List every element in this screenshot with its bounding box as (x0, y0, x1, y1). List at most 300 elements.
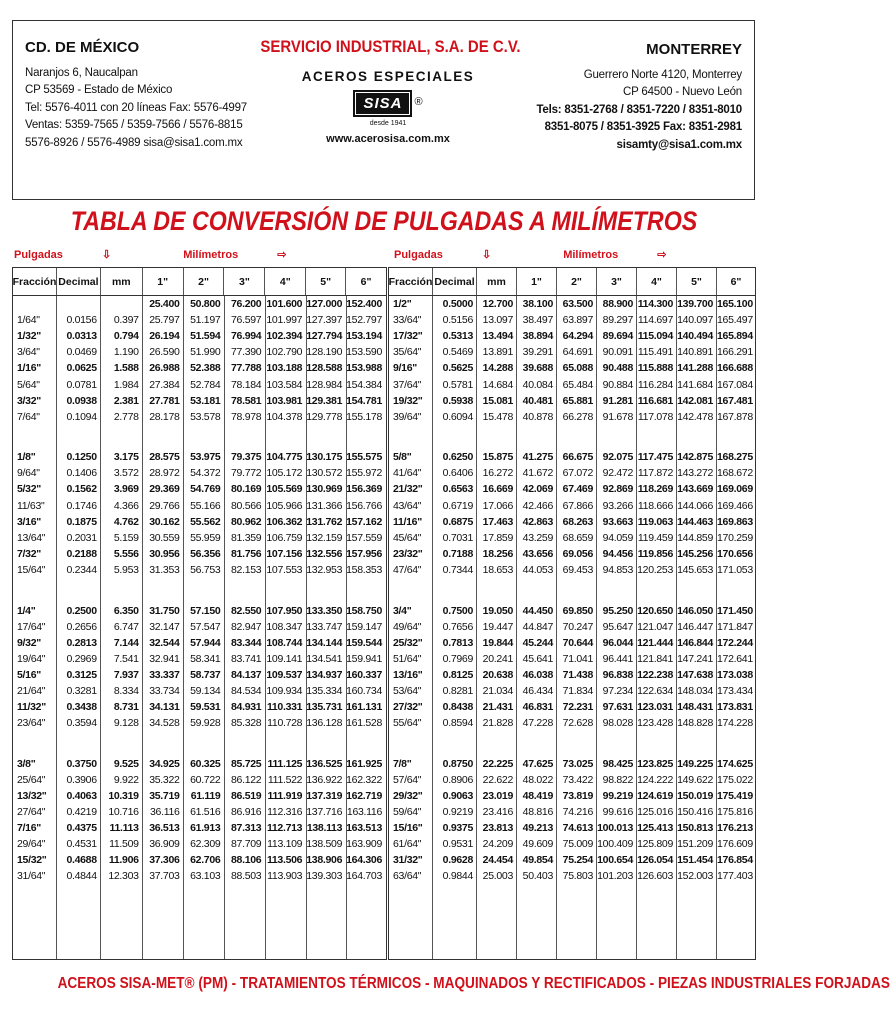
mm-cell: 121.841 (637, 652, 673, 665)
mm-cell: 70.247 (562, 620, 593, 633)
column-header: Fracción (13, 268, 57, 295)
column-header: Fracción (389, 268, 433, 295)
mm-cell: 159.544 (346, 636, 382, 649)
mm-cell: 173.831 (717, 701, 753, 714)
mm-cell: 147.638 (677, 668, 713, 681)
sisa-logo (243, 90, 533, 117)
mm-cell: 136.128 (306, 717, 343, 730)
mm-cell: 9.922 (113, 773, 139, 786)
mm-cell: 152.797 (346, 314, 382, 327)
mm-cell: 55.959 (190, 531, 221, 544)
mm-cell: 123.428 (637, 717, 673, 730)
mexico-line: Naranjos 6, Naucalpan (25, 66, 138, 79)
mm-cell: 52.784 (190, 378, 221, 391)
mm-cell: 15.081 (482, 394, 513, 407)
mm-cell: 61.913 (190, 822, 221, 835)
mm-cell: 75.254 (562, 854, 593, 867)
mm-cell: 28.972 (149, 467, 180, 480)
mm-cell: 6.350 (113, 604, 139, 617)
fraction-cell: 31/64" (17, 870, 46, 883)
decimal-cell: 0.7344 (442, 563, 473, 576)
mm-cell: 30.559 (149, 531, 180, 544)
mm-cell: 86.519 (231, 789, 262, 802)
decimal-cell: 0.7500 (442, 604, 473, 617)
legend-left (14, 248, 358, 261)
mm-cell: 16.669 (482, 483, 513, 496)
mm-cell: 46.831 (522, 701, 553, 714)
mm-cell: 70.644 (562, 636, 593, 649)
column-header: 4" (637, 268, 677, 295)
mm-cell: 152.003 (677, 870, 713, 883)
column-divider (516, 296, 517, 959)
mm-cell: 19.447 (482, 620, 513, 633)
header-box (12, 20, 755, 200)
fraction-cell: 27/32" (393, 701, 423, 714)
mm-cell: 156.369 (346, 483, 382, 496)
mm-cell: 155.972 (346, 467, 382, 480)
mm-cell: 115.491 (637, 346, 673, 359)
decimal-cell: 0.2031 (66, 531, 97, 544)
mm-cell: 44.450 (522, 604, 553, 617)
mm-cell: 38.894 (522, 330, 553, 343)
table-row (13, 328, 386, 344)
mm-cell: 131.762 (306, 515, 343, 528)
mm-cell: 176.213 (717, 822, 753, 835)
mm-cell: 160.734 (346, 685, 382, 698)
decimal-cell: 0.7656 (442, 620, 473, 633)
mm-cell: 18.653 (482, 563, 513, 576)
mm-cell: 101.600 (266, 298, 303, 311)
mm-cell: 29.766 (149, 499, 180, 512)
mm-cell: 45.641 (522, 652, 553, 665)
mm-cell: 131.366 (306, 499, 343, 512)
mm-cell: 59.928 (190, 717, 221, 730)
mm-cell: 9.525 (113, 757, 139, 770)
decimal-cell: 0.2969 (66, 652, 97, 665)
mm-cell: 93.663 (602, 515, 633, 528)
mm-cell: 162.719 (346, 789, 382, 802)
column-divider (306, 296, 307, 959)
mm-cell: 48.419 (522, 789, 553, 802)
decimal-cell: 0.6094 (442, 410, 473, 423)
mm-cell: 169.466 (717, 499, 753, 512)
mm-cell: 64.294 (562, 330, 593, 343)
mm-cell: 40.084 (522, 378, 553, 391)
mm-cell: 83.344 (231, 636, 262, 649)
mm-cell: 117.872 (637, 467, 673, 480)
table-row (13, 409, 386, 425)
website-text: www.acerosisa.com.mx (326, 133, 450, 145)
mm-cell: 121.444 (637, 636, 673, 649)
monterrey-city-title: MONTERREY (646, 41, 742, 58)
fraction-cell: 15/16" (393, 822, 423, 835)
mm-cell: 134.144 (306, 636, 343, 649)
mm-cell: 99.616 (602, 806, 633, 819)
mm-cell: 138.113 (306, 822, 343, 835)
mm-cell: 50.403 (522, 870, 553, 883)
mm-cell: 142.478 (677, 410, 713, 423)
mm-cell: 105.569 (266, 483, 303, 496)
fraction-cell: 9/16" (393, 362, 417, 375)
mm-cell: 170.656 (717, 547, 753, 560)
table-row (389, 449, 755, 465)
mm-cell: 160.337 (346, 668, 382, 681)
mm-cell: 108.744 (266, 636, 303, 649)
fraction-cell: 7/16" (17, 822, 41, 835)
mm-cell: 42.466 (522, 499, 553, 512)
mm-cell: 74.613 (562, 822, 593, 835)
mm-cell: 76.597 (231, 314, 262, 327)
mm-cell: 106.362 (266, 515, 303, 528)
mm-cell: 172.641 (717, 652, 753, 665)
mm-cell: 67.469 (562, 483, 593, 496)
table-row (389, 393, 755, 409)
mm-cell: 52.388 (190, 362, 221, 375)
mm-cell: 145.256 (677, 547, 713, 560)
column-header: 4" (265, 268, 306, 295)
page-title: TABLA DE CONVERSIÓN DE PULGADAS A MILÍMETROS (70, 206, 698, 236)
fraction-cell: 29/32" (393, 789, 423, 802)
mm-cell: 91.678 (602, 410, 633, 423)
mm-cell: 21.431 (482, 701, 513, 714)
mm-cell: 34.528 (149, 717, 180, 730)
mm-cell: 109.537 (266, 668, 303, 681)
mm-cell: 26.590 (149, 346, 180, 359)
mm-cell: 140.891 (677, 346, 713, 359)
column-divider (183, 296, 184, 959)
mm-cell: 48.816 (522, 806, 553, 819)
mm-cell: 27.781 (149, 394, 180, 407)
mm-cell: 137.716 (306, 806, 343, 819)
column-divider (224, 296, 225, 959)
mm-cell: 176.854 (717, 854, 753, 867)
mm-cell: 11.113 (109, 822, 139, 835)
mm-cell: 77.788 (231, 362, 262, 375)
mm-cell: 22.622 (482, 773, 513, 786)
mm-cell: 174.625 (717, 757, 753, 770)
fraction-cell: 5/64" (17, 378, 40, 391)
table-row (13, 449, 386, 465)
mm-cell: 28.178 (149, 410, 180, 423)
table-row (389, 820, 755, 836)
mm-cell: 142.875 (677, 451, 713, 464)
mm-cell: 82.550 (231, 604, 262, 617)
mm-cell: 65.881 (562, 394, 593, 407)
mm-cell: 71.834 (562, 685, 593, 698)
table-row (13, 481, 386, 497)
decimal-cell: 0.3594 (66, 717, 97, 730)
mm-cell: 51.594 (190, 330, 221, 343)
registered-mark: ® (414, 96, 423, 108)
mm-cell: 161.528 (346, 717, 382, 730)
mm-cell: 166.688 (717, 362, 753, 375)
mm-cell: 126.054 (637, 854, 673, 867)
fraction-cell: 7/32" (17, 547, 41, 560)
mm-cell: 158.750 (346, 604, 382, 617)
mm-cell: 23.416 (482, 806, 513, 819)
mm-cell: 169.863 (717, 515, 753, 528)
mm-cell: 43.259 (522, 531, 553, 544)
mm-cell: 12.303 (108, 870, 139, 883)
fraction-cell: 57/64" (393, 773, 422, 786)
fraction-cell: 5/16" (17, 668, 41, 681)
decimal-cell: 0.7188 (442, 547, 473, 560)
mm-cell: 6.747 (113, 620, 139, 633)
fraction-cell: 3/32" (17, 394, 41, 407)
decimal-cell: 0.6563 (442, 483, 473, 496)
mm-cell: 73.025 (562, 757, 593, 770)
mm-cell: 115.888 (637, 362, 673, 375)
mm-cell: 173.434 (717, 685, 753, 698)
fraction-cell: 1/4" (17, 604, 36, 617)
decimal-cell: 0.4375 (66, 822, 97, 835)
mm-cell: 133.350 (306, 604, 343, 617)
mm-cell: 38.100 (522, 298, 553, 311)
decimal-cell: 0.3281 (66, 685, 97, 698)
mm-cell: 154.384 (346, 378, 382, 391)
mm-cell: 91.281 (602, 394, 633, 407)
mm-cell: 133.747 (306, 620, 343, 633)
mm-cell: 153.590 (346, 346, 382, 359)
table-row (389, 312, 755, 328)
mm-cell: 157.559 (346, 531, 382, 544)
mm-cell: 106.759 (266, 531, 303, 544)
mm-cell: 61.119 (190, 789, 221, 802)
group-spacer (13, 578, 386, 603)
mm-cell: 153.988 (346, 362, 382, 375)
table-row (13, 715, 386, 731)
mm-cell: 139.303 (306, 870, 343, 883)
mm-cell: 170.259 (717, 531, 753, 544)
mm-cell: 8.731 (113, 701, 139, 714)
mm-cell: 104.378 (266, 410, 303, 423)
mm-cell: 132.953 (306, 563, 343, 576)
table-header (13, 268, 386, 296)
mm-cell: 36.116 (150, 806, 180, 819)
mm-cell: 53.578 (190, 410, 221, 423)
group-spacer (389, 425, 755, 450)
fraction-cell: 11/16" (393, 515, 422, 528)
fraction-cell: 39/64" (393, 410, 422, 423)
mm-cell: 127.000 (306, 298, 343, 311)
mm-cell: 151.209 (677, 838, 713, 851)
mm-cell: 80.962 (231, 515, 262, 528)
mm-cell: 168.672 (717, 467, 753, 480)
mm-cell: 134.937 (306, 668, 343, 681)
table-row (13, 360, 386, 376)
mm-cell: 163.116 (346, 806, 382, 819)
mm-cell: 94.456 (602, 547, 633, 560)
table-row (13, 651, 386, 667)
table-row (13, 514, 386, 530)
mm-cell: 76.200 (231, 298, 262, 311)
mm-cell: 148.828 (677, 717, 713, 730)
table-row (389, 409, 755, 425)
mm-cell: 84.137 (231, 668, 262, 681)
decimal-cell: 0.5781 (442, 378, 473, 391)
mm-cell: 15.478 (482, 410, 513, 423)
mm-cell: 4.762 (113, 515, 139, 528)
mm-cell: 55.562 (190, 515, 221, 528)
mm-cell: 42.863 (522, 515, 553, 528)
decimal-cell: 0.9844 (442, 870, 473, 883)
mm-cell: 30.162 (149, 515, 180, 528)
decimal-cell: 0.2656 (66, 620, 97, 633)
table-row (13, 772, 386, 788)
mm-cell: 80.566 (231, 499, 262, 512)
mm-cell: 109.934 (266, 685, 303, 698)
table-row (13, 756, 386, 772)
mm-cell: 88.503 (231, 870, 262, 883)
mm-cell: 105.966 (266, 499, 303, 512)
mm-cell: 128.588 (306, 362, 343, 375)
mm-cell: 121.047 (637, 620, 673, 633)
mm-cell: 107.950 (266, 604, 303, 617)
mm-cell: 165.497 (717, 314, 753, 327)
table-row (389, 699, 755, 715)
column-header: mm (101, 268, 143, 295)
fraction-cell: 1/8" (17, 451, 36, 464)
fraction-cell: 33/64" (393, 314, 422, 327)
mm-cell: 98.822 (602, 773, 633, 786)
mm-cell: 151.454 (677, 854, 713, 867)
decimal-cell: 0.0469 (66, 346, 97, 359)
mm-cell: 173.038 (717, 668, 753, 681)
table-row (389, 852, 755, 868)
table-row (13, 312, 386, 328)
mm-cell: 78.581 (231, 394, 262, 407)
mm-cell: 83.741 (231, 652, 262, 665)
decimal-cell: 0.9375 (442, 822, 473, 835)
mm-cell: 164.703 (346, 870, 382, 883)
mm-cell: 11.509 (109, 838, 139, 851)
mm-cell: 87.313 (231, 822, 262, 835)
mm-cell: 100.654 (597, 854, 633, 867)
mm-cell: 57.944 (190, 636, 221, 649)
mm-cell: 21.034 (482, 685, 513, 698)
mm-cell: 51.197 (190, 314, 221, 327)
mm-cell: 34.925 (149, 757, 180, 770)
mm-cell: 27.384 (149, 378, 180, 391)
mm-cell: 2.381 (113, 394, 139, 407)
mm-cell: 125.809 (637, 838, 673, 851)
column-header: 1" (517, 268, 557, 295)
mm-cell: 77.390 (231, 346, 262, 359)
mm-cell: 13.891 (482, 346, 513, 359)
mm-cell: 132.159 (306, 531, 343, 544)
mm-cell: 3.969 (113, 483, 139, 496)
mm-cell: 159.147 (346, 620, 382, 633)
decimal-cell: 0.2344 (66, 563, 97, 576)
mm-cell: 53.975 (190, 451, 221, 464)
column-header: mm (477, 268, 517, 295)
decimal-cell: 0.6250 (442, 451, 473, 464)
monterrey-line: Guerrero Norte 4120, Monterrey (583, 68, 742, 81)
mm-cell: 35.719 (149, 789, 180, 802)
fraction-cell: 29/64" (17, 838, 46, 851)
decimal-cell: 0.7969 (442, 652, 473, 665)
mm-cell: 112.316 (267, 806, 303, 819)
mm-cell: 129.381 (306, 394, 343, 407)
table-row (389, 772, 755, 788)
table-row (13, 562, 386, 578)
mm-cell: 67.072 (562, 467, 593, 480)
mm-cell: 72.231 (562, 701, 593, 714)
mm-cell: 78.184 (231, 378, 262, 391)
decimal-cell: 0.9628 (442, 854, 473, 867)
column-header: 3" (597, 268, 637, 295)
mm-cell: 4.366 (113, 499, 139, 512)
decimal-cell: 0.1406 (66, 467, 97, 480)
mm-cell: 135.334 (306, 685, 343, 698)
decimal-cell: 0.7813 (442, 636, 473, 649)
mm-cell: 95.647 (602, 620, 633, 633)
mm-cell: 92.472 (602, 467, 633, 480)
fraction-cell: 17/64" (17, 620, 46, 633)
mm-cell: 138.906 (306, 854, 343, 867)
mm-cell: 40.481 (522, 394, 553, 407)
mm-cell: 74.216 (562, 806, 593, 819)
mm-cell: 41.672 (522, 467, 553, 480)
group-spacer (13, 425, 386, 450)
mm-cell: 84.931 (231, 701, 262, 714)
company-name: SERVICIO INDUSTRIAL, S.A. DE C.V. (260, 37, 521, 56)
mm-cell: 25.003 (482, 870, 513, 883)
mm-cell: 20.638 (482, 668, 513, 681)
mm-cell: 32.544 (149, 636, 180, 649)
mm-cell: 1.588 (113, 362, 139, 375)
mm-cell: 50.800 (190, 298, 221, 311)
mm-cell: 57.547 (190, 620, 221, 633)
mm-cell: 114.697 (637, 314, 673, 327)
table-row (13, 546, 386, 562)
mm-cell: 54.372 (190, 467, 221, 480)
table-row (13, 868, 386, 884)
mm-cell: 22.225 (482, 757, 513, 770)
mm-cell: 157.162 (346, 515, 382, 528)
fraction-cell: 61/64" (393, 838, 422, 851)
mm-cell: 20.241 (482, 652, 513, 665)
mm-cell: 148.431 (677, 701, 713, 714)
legend-right (394, 248, 738, 261)
mm-cell: 36.513 (149, 822, 180, 835)
table-row (389, 603, 755, 619)
mm-cell: 34.131 (149, 701, 180, 714)
mm-cell: 144.463 (677, 515, 713, 528)
mm-cell: 110.331 (266, 701, 303, 714)
mm-cell: 117.475 (637, 451, 673, 464)
column-header: 6" (730, 275, 742, 288)
mm-cell: 105.172 (266, 467, 303, 480)
table-row (389, 868, 755, 884)
mm-cell: 148.034 (677, 685, 713, 698)
column-header: 5" (677, 268, 717, 295)
mm-cell: 44.053 (522, 563, 553, 576)
mm-cell: 150.416 (677, 806, 713, 819)
mm-cell: 128.190 (306, 346, 343, 359)
mm-cell: 90.091 (602, 346, 633, 359)
mm-cell: 71.041 (562, 652, 593, 665)
mm-cell: 88.106 (231, 854, 262, 867)
fraction-cell: 41/64" (393, 467, 422, 480)
mm-cell: 95.250 (602, 604, 633, 617)
fraction-cell: 3/8" (17, 757, 36, 770)
mm-cell: 47.625 (522, 757, 553, 770)
table-row (389, 481, 755, 497)
mm-cell: 155.178 (346, 410, 382, 423)
table-row (389, 651, 755, 667)
decimal-cell: 0.3438 (66, 701, 97, 714)
